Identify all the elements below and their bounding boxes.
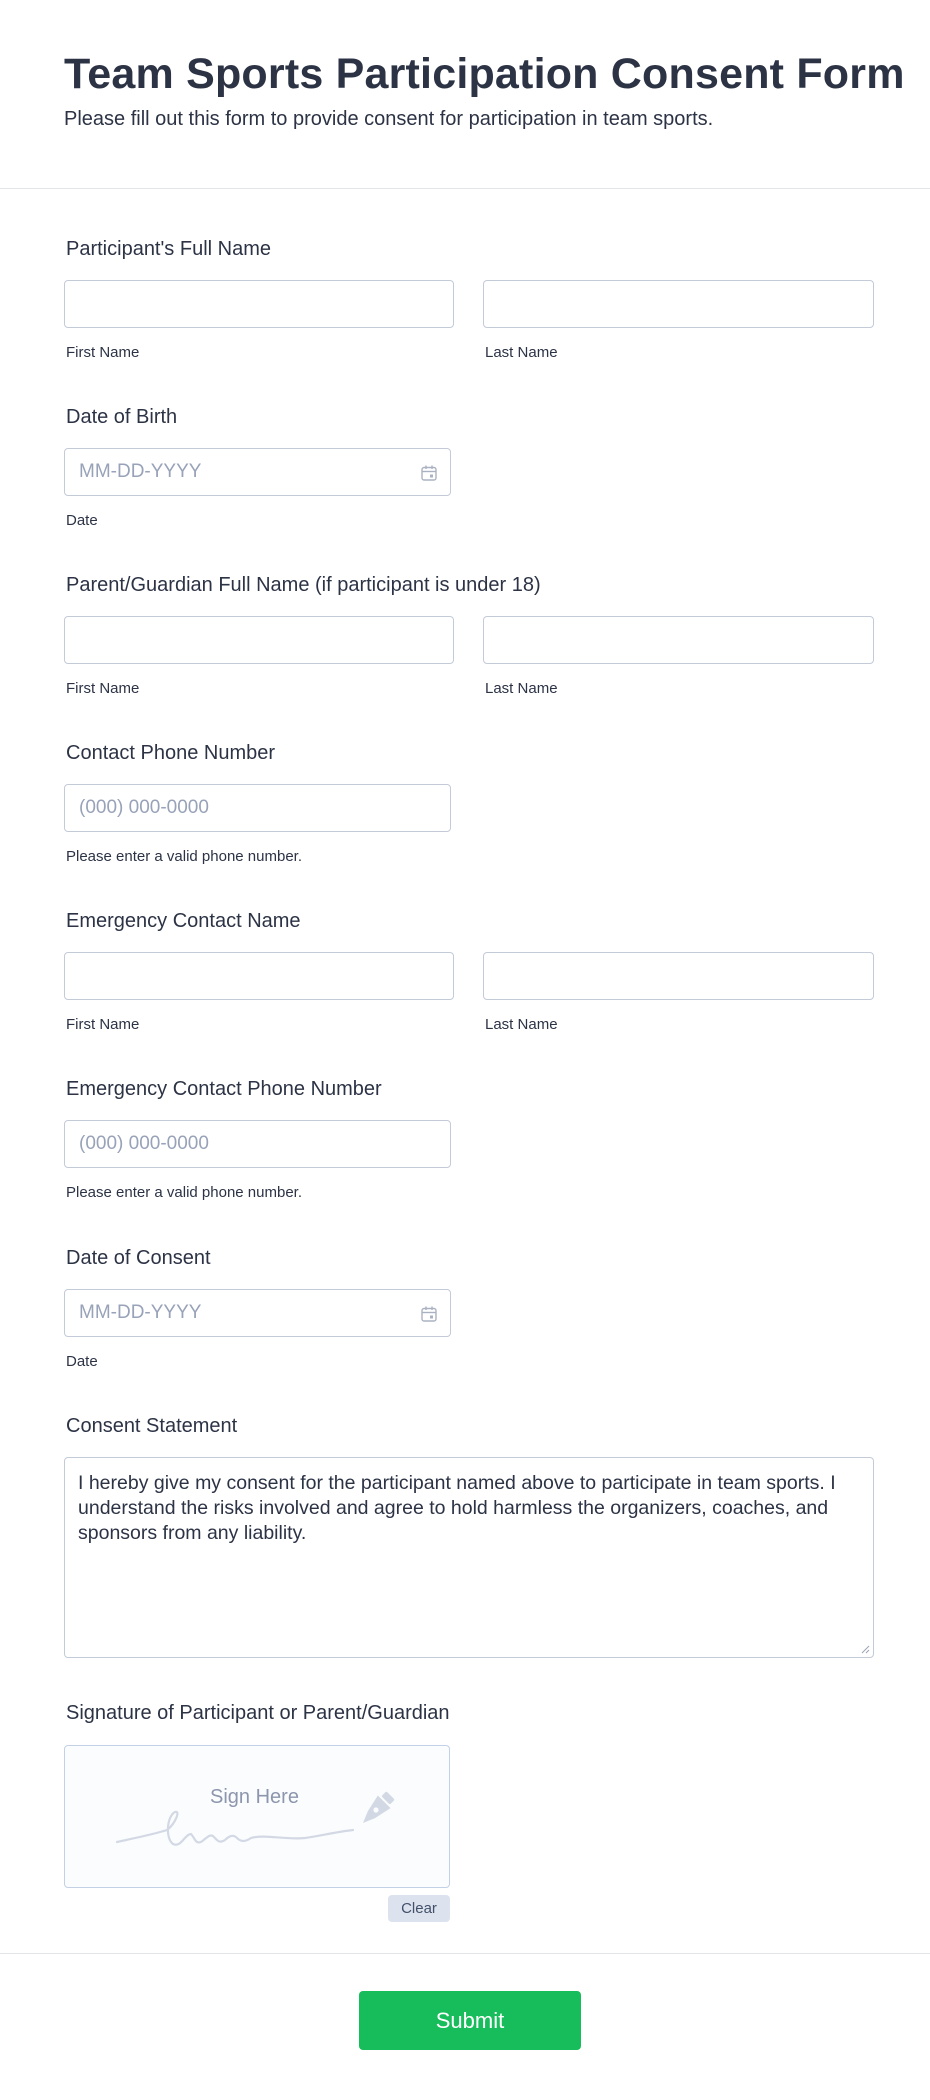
emergency-name-label: Emergency Contact Name — [66, 910, 301, 932]
form-header — [0, 0, 930, 189]
page-subtitle: Please fill out this form to provide consent for participation in team sports. — [64, 108, 714, 130]
emergency-last-name-input[interactable] — [483, 952, 874, 1000]
signature-scribble-icon — [115, 1804, 355, 1854]
consent-statement-label: Consent Statement — [66, 1415, 238, 1437]
calendar-icon[interactable] — [420, 1305, 438, 1323]
emergency-phone-input[interactable] — [64, 1120, 451, 1168]
emergency-first-name-input[interactable] — [64, 952, 454, 1000]
emergency-phone-sublabel: Please enter a valid phone number. — [66, 1184, 302, 1201]
consent-date-input[interactable] — [64, 1289, 451, 1337]
guardian-name-label: Parent/Guardian Full Name (if participant is under 18) — [66, 574, 541, 596]
dob-placeholder: MM-DD-YYYY — [79, 461, 202, 482]
dob-input[interactable] — [64, 448, 451, 496]
consent-statement-textarea[interactable] — [64, 1457, 874, 1658]
consent-date-label: Date of Consent — [66, 1247, 211, 1269]
emergency-phone-placeholder: (000) 000-0000 — [79, 1133, 209, 1154]
contact-phone-input[interactable] — [64, 784, 451, 832]
consent-statement-text: I hereby give my consent for the participant named above to participate in team sports. I understand the risks involved and agree to hold harmless the organizers, coaches, and sponsors from any liability. — [78, 1472, 836, 1544]
page-title: Team Sports Participation Consent Form — [64, 50, 905, 98]
participant-last-name-input[interactable] — [483, 280, 874, 328]
consent-date-placeholder: MM-DD-YYYY — [79, 1302, 202, 1323]
signature-placeholder: Sign Here — [210, 1786, 299, 1808]
guardian-first-name-sublabel: First Name — [66, 680, 140, 697]
calendar-icon[interactable] — [420, 464, 438, 482]
dob-sublabel: Date — [66, 512, 98, 529]
participant-name-label: Participant's Full Name — [66, 238, 271, 260]
participant-last-name-sublabel: Last Name — [485, 344, 558, 361]
emergency-phone-label: Emergency Contact Phone Number — [66, 1078, 382, 1100]
guardian-first-name-input[interactable] — [64, 616, 454, 664]
contact-phone-label: Contact Phone Number — [66, 742, 276, 764]
participant-first-name-sublabel: First Name — [66, 344, 140, 361]
submit-button[interactable]: Submit — [359, 1991, 581, 2050]
guardian-last-name-sublabel: Last Name — [485, 680, 558, 697]
signature-pad[interactable] — [64, 1745, 450, 1888]
emergency-first-name-sublabel: First Name — [66, 1016, 140, 1033]
participant-first-name-input[interactable] — [64, 280, 454, 328]
guardian-last-name-input[interactable] — [483, 616, 874, 664]
signature-label: Signature of Participant or Parent/Guardian — [66, 1702, 450, 1724]
pen-icon — [350, 1786, 400, 1836]
emergency-last-name-sublabel: Last Name — [485, 1016, 558, 1033]
resize-handle-icon[interactable] — [861, 1645, 870, 1654]
footer-divider — [0, 1953, 930, 1954]
contact-phone-placeholder: (000) 000-0000 — [79, 797, 209, 818]
contact-phone-sublabel: Please enter a valid phone number. — [66, 848, 302, 865]
dob-label: Date of Birth — [66, 406, 178, 428]
clear-signature-button[interactable]: Clear — [388, 1895, 450, 1922]
consent-date-sublabel: Date — [66, 1353, 98, 1370]
